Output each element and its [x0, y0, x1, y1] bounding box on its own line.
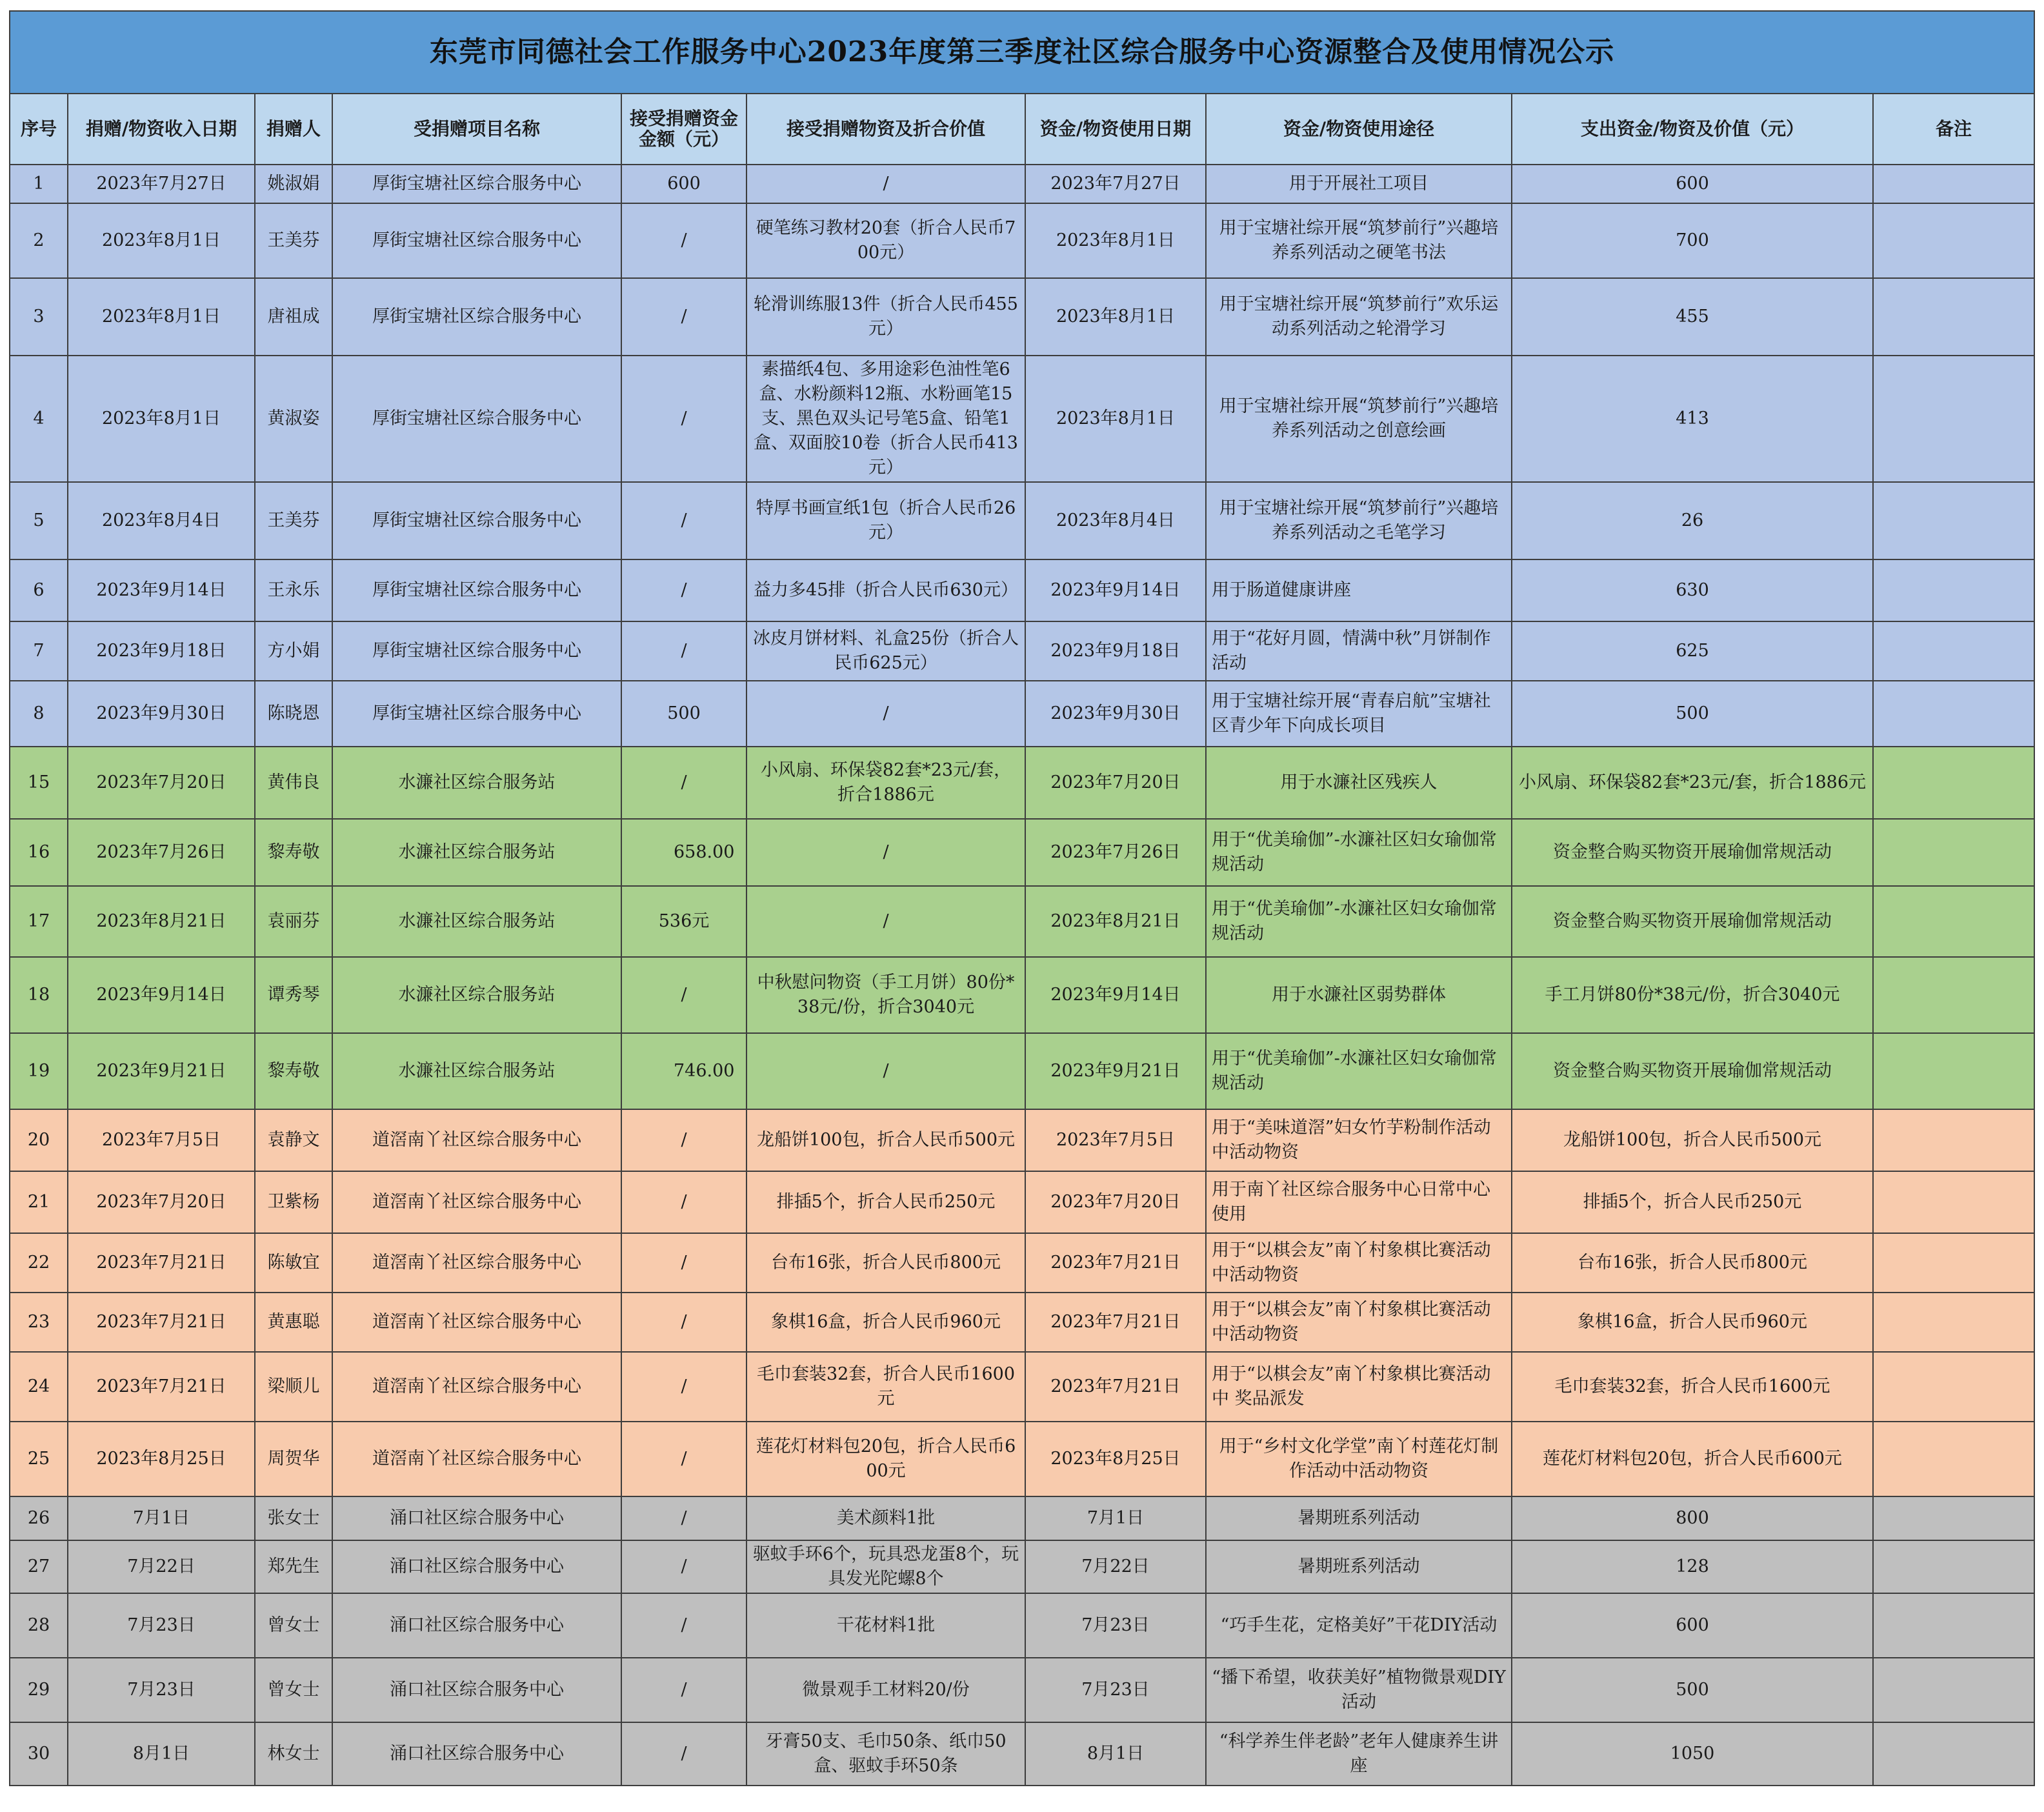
use-date-cell: 2023年7月21日	[1025, 1293, 1206, 1352]
use-purpose-cell: 用于“以棋会友”南丫村象棋比赛活动中 奖品派发	[1206, 1352, 1512, 1422]
use-purpose-cell: 用于“以棋会友”南丫村象棋比赛活动中活动物资	[1206, 1233, 1512, 1293]
table-row	[10, 1722, 2034, 1786]
donation-amount-cell: /	[621, 1496, 746, 1540]
remark-cell	[1873, 1722, 2034, 1786]
income-date-cell: 2023年7月21日	[68, 1352, 255, 1422]
donation-amount-cell: /	[621, 1658, 746, 1722]
use-date-cell: 2023年8月21日	[1025, 886, 1206, 957]
table-row	[10, 559, 2034, 621]
spend-value-cell: 500	[1512, 1658, 1873, 1722]
donor-name-cell: 陈晓恩	[255, 681, 332, 747]
row-number-cell: 25	[10, 1422, 68, 1496]
table-row	[10, 165, 2034, 203]
donor-name-cell: 方小娟	[255, 621, 332, 681]
donated-goods-cell: 冰皮月饼材料、礼盒25份（折合人民币625元）	[746, 621, 1025, 681]
project-name-cell: 厚街宝塘社区综合服务中心	[332, 278, 621, 356]
income-date-cell: 2023年7月27日	[68, 165, 255, 203]
project-name-cell: 涌口社区综合服务中心	[332, 1658, 621, 1722]
use-purpose-cell: 用于“优美瑜伽”-水濂社区妇女瑜伽常规活动	[1206, 1033, 1512, 1109]
row-number-cell: 2	[10, 203, 68, 278]
donated-goods-cell: 莲花灯材料包20包，折合人民币600元	[746, 1422, 1025, 1496]
col-header-no: 序号	[10, 94, 68, 165]
col-header-project: 受捐赠项目名称	[332, 94, 621, 165]
row-number-cell: 29	[10, 1658, 68, 1722]
donor-name-cell: 黄伟良	[255, 747, 332, 819]
donation-table	[9, 10, 2035, 1786]
spend-value-cell: 500	[1512, 681, 1873, 747]
remark-cell	[1873, 819, 2034, 886]
table-row	[10, 1496, 2034, 1540]
donor-name-cell: 张女士	[255, 1496, 332, 1540]
table-row	[10, 1033, 2034, 1109]
row-number-cell: 27	[10, 1540, 68, 1593]
use-date-cell: 2023年8月1日	[1025, 356, 1206, 482]
donor-name-cell: 王永乐	[255, 559, 332, 621]
donor-name-cell: 卫紫杨	[255, 1171, 332, 1233]
project-name-cell: 厚街宝塘社区综合服务中心	[332, 203, 621, 278]
income-date-cell: 2023年8月21日	[68, 886, 255, 957]
project-name-cell: 厚街宝塘社区综合服务中心	[332, 621, 621, 681]
donated-goods-cell: /	[746, 819, 1025, 886]
donation-amount-cell: 600	[621, 165, 746, 203]
donation-amount-cell: /	[621, 278, 746, 356]
donor-name-cell: 姚淑娟	[255, 165, 332, 203]
use-purpose-cell: 用于“乡村文化学堂”南丫村莲花灯制作活动中活动物资	[1206, 1422, 1512, 1496]
donor-name-cell: 王美芬	[255, 203, 332, 278]
project-name-cell: 道滘南丫社区综合服务中心	[332, 1233, 621, 1293]
donated-goods-cell: /	[746, 1033, 1025, 1109]
donation-amount-cell: /	[621, 1171, 746, 1233]
use-purpose-cell: 用于开展社工项目	[1206, 165, 1512, 203]
spend-value-cell: 630	[1512, 559, 1873, 621]
use-date-cell: 2023年8月1日	[1025, 203, 1206, 278]
donor-name-cell: 袁静文	[255, 1109, 332, 1171]
spend-value-cell: 625	[1512, 621, 1873, 681]
row-number-cell: 5	[10, 482, 68, 559]
donated-goods-cell: 驱蚊手环6个，玩具恐龙蛋8个，玩具发光陀螺8个	[746, 1540, 1025, 1593]
donor-name-cell: 谭秀琴	[255, 957, 332, 1033]
use-purpose-cell: 用于水濂社区弱势群体	[1206, 957, 1512, 1033]
donation-amount-cell: 536元	[621, 886, 746, 957]
income-date-cell: 2023年7月20日	[68, 1171, 255, 1233]
use-date-cell: 7月1日	[1025, 1496, 1206, 1540]
use-date-cell: 2023年7月26日	[1025, 819, 1206, 886]
project-name-cell: 厚街宝塘社区综合服务中心	[332, 356, 621, 482]
donation-amount-cell: /	[621, 1422, 746, 1496]
donated-goods-cell: /	[746, 886, 1025, 957]
use-purpose-cell: 用于宝塘社综开展“筑梦前行”兴趣培养系列活动之创意绘画	[1206, 356, 1512, 482]
donated-goods-cell: 美术颜料1批	[746, 1496, 1025, 1540]
use-purpose-cell: 用于“美味道滘”妇女竹芋粉制作活动中活动物资	[1206, 1109, 1512, 1171]
use-date-cell: 8月1日	[1025, 1722, 1206, 1786]
row-number-cell: 15	[10, 747, 68, 819]
donation-amount-cell: /	[621, 203, 746, 278]
remark-cell	[1873, 356, 2034, 482]
table-row	[10, 886, 2034, 957]
spend-value-cell: 排插5个，折合人民币250元	[1512, 1171, 1873, 1233]
col-header-donor: 捐赠人	[255, 94, 332, 165]
table-row	[10, 356, 2034, 482]
income-date-cell: 2023年7月21日	[68, 1293, 255, 1352]
income-date-cell: 2023年8月1日	[68, 203, 255, 278]
table-row	[10, 482, 2034, 559]
project-name-cell: 涌口社区综合服务中心	[332, 1722, 621, 1786]
use-date-cell: 7月23日	[1025, 1658, 1206, 1722]
donated-goods-cell: 小风扇、环保袋82套*23元/套，折合1886元	[746, 747, 1025, 819]
donation-amount-cell: /	[621, 747, 746, 819]
table-row	[10, 1293, 2034, 1352]
use-date-cell: 7月23日	[1025, 1593, 1206, 1658]
use-date-cell: 7月22日	[1025, 1540, 1206, 1593]
remark-cell	[1873, 482, 2034, 559]
donated-goods-cell: 象棋16盒，折合人民币960元	[746, 1293, 1025, 1352]
table-body	[10, 165, 2034, 1786]
use-date-cell: 2023年7月27日	[1025, 165, 1206, 203]
donation-amount-cell: /	[621, 1352, 746, 1422]
remark-cell	[1873, 1593, 2034, 1658]
donation-amount-cell: /	[621, 621, 746, 681]
use-purpose-cell: “科学养生伴老龄”老年人健康养生讲座	[1206, 1722, 1512, 1786]
use-date-cell: 2023年9月30日	[1025, 681, 1206, 747]
income-date-cell: 2023年7月5日	[68, 1109, 255, 1171]
table-row	[10, 203, 2034, 278]
income-date-cell: 2023年8月4日	[68, 482, 255, 559]
use-purpose-cell: 用于肠道健康讲座	[1206, 559, 1512, 621]
income-date-cell: 7月1日	[68, 1496, 255, 1540]
table-row	[10, 1171, 2034, 1233]
table-row	[10, 1233, 2034, 1293]
donor-name-cell: 周贺华	[255, 1422, 332, 1496]
remark-cell	[1873, 1352, 2034, 1422]
income-date-cell: 2023年9月14日	[68, 559, 255, 621]
donation-amount-cell: /	[621, 1233, 746, 1293]
use-purpose-cell: 用于宝塘社综开展“筑梦前行”欢乐运动系列活动之轮滑学习	[1206, 278, 1512, 356]
remark-cell	[1873, 1109, 2034, 1171]
use-purpose-cell: 用于宝塘社综开展“筑梦前行”兴趣培养系列活动之毛笔学习	[1206, 482, 1512, 559]
donated-goods-cell: 中秋慰问物资（手工月饼）80份*38元/份，折合3040元	[746, 957, 1025, 1033]
donation-amount-cell: /	[621, 1293, 746, 1352]
project-name-cell: 涌口社区综合服务中心	[332, 1496, 621, 1540]
remark-cell	[1873, 621, 2034, 681]
spend-value-cell: 600	[1512, 1593, 1873, 1658]
title-row	[10, 11, 2034, 94]
use-purpose-cell: 用于南丫社区综合服务中心日常中心使用	[1206, 1171, 1512, 1233]
row-number-cell: 18	[10, 957, 68, 1033]
donation-amount-cell: /	[621, 559, 746, 621]
use-date-cell: 2023年9月14日	[1025, 559, 1206, 621]
donation-amount-cell: /	[621, 482, 746, 559]
remark-cell	[1873, 681, 2034, 747]
donor-name-cell: 曾女士	[255, 1593, 332, 1658]
donation-amount-cell: 500	[621, 681, 746, 747]
use-date-cell: 2023年8月1日	[1025, 278, 1206, 356]
donor-name-cell: 梁顺儿	[255, 1352, 332, 1422]
donor-name-cell: 黄惠聪	[255, 1293, 332, 1352]
donation-amount-cell: /	[621, 1722, 746, 1786]
donated-goods-cell: 素描纸4包、多用途彩色油性笔6盒、水粉颜料12瓶、水粉画笔15支、黑色双头记号笔5盒、铅笔1盒、双面胶10卷（折合人民币413元）	[746, 356, 1025, 482]
table-row	[10, 747, 2034, 819]
project-name-cell: 水濂社区综合服务站	[332, 819, 621, 886]
row-number-cell: 7	[10, 621, 68, 681]
remark-cell	[1873, 278, 2034, 356]
project-name-cell: 水濂社区综合服务站	[332, 1033, 621, 1109]
table-row	[10, 1658, 2034, 1722]
income-date-cell: 2023年7月20日	[68, 747, 255, 819]
donation-amount-cell: /	[621, 1593, 746, 1658]
row-number-cell: 22	[10, 1233, 68, 1293]
use-purpose-cell: “巧手生花，定格美好”干花DIY活动	[1206, 1593, 1512, 1658]
donor-name-cell: 林女士	[255, 1722, 332, 1786]
remark-cell	[1873, 886, 2034, 957]
use-date-cell: 2023年9月14日	[1025, 957, 1206, 1033]
table-row	[10, 1352, 2034, 1422]
donor-name-cell: 黄淑姿	[255, 356, 332, 482]
use-date-cell: 2023年8月4日	[1025, 482, 1206, 559]
donor-name-cell: 黎寿敬	[255, 1033, 332, 1109]
project-name-cell: 厚街宝塘社区综合服务中心	[332, 165, 621, 203]
income-date-cell: 2023年8月25日	[68, 1422, 255, 1496]
remark-cell	[1873, 1233, 2034, 1293]
use-purpose-cell: 用于“优美瑜伽”-水濂社区妇女瑜伽常规活动	[1206, 819, 1512, 886]
row-number-cell: 19	[10, 1033, 68, 1109]
row-number-cell: 21	[10, 1171, 68, 1233]
table-row	[10, 621, 2034, 681]
table-row	[10, 957, 2034, 1033]
project-name-cell: 厚街宝塘社区综合服务中心	[332, 681, 621, 747]
donated-goods-cell: 排插5个，折合人民币250元	[746, 1171, 1025, 1233]
row-number-cell: 24	[10, 1352, 68, 1422]
page-title: 东莞市同德社会工作服务中心2023年度第三季度社区综合服务中心资源整合及使用情况公示	[10, 11, 2034, 94]
row-number-cell: 6	[10, 559, 68, 621]
row-number-cell: 23	[10, 1293, 68, 1352]
donated-goods-cell: /	[746, 681, 1025, 747]
donated-goods-cell: 益力多45排（折合人民币630元）	[746, 559, 1025, 621]
spend-value-cell: 1050	[1512, 1722, 1873, 1786]
spend-value-cell: 资金整合购买物资开展瑜伽常规活动	[1512, 886, 1873, 957]
row-number-cell: 4	[10, 356, 68, 482]
project-name-cell: 水濂社区综合服务站	[332, 747, 621, 819]
remark-cell	[1873, 957, 2034, 1033]
remark-cell	[1873, 1171, 2034, 1233]
income-date-cell: 7月22日	[68, 1540, 255, 1593]
project-name-cell: 涌口社区综合服务中心	[332, 1540, 621, 1593]
row-number-cell: 26	[10, 1496, 68, 1540]
col-header-goods: 接受捐赠物资及折合价值	[746, 94, 1025, 165]
donated-goods-cell: 轮滑训练服13件（折合人民币455元）	[746, 278, 1025, 356]
col-header-spend: 支出资金/物资及价值（元）	[1512, 94, 1873, 165]
donation-amount-cell: /	[621, 1540, 746, 1593]
spend-value-cell: 700	[1512, 203, 1873, 278]
row-number-cell: 20	[10, 1109, 68, 1171]
income-date-cell: 7月23日	[68, 1658, 255, 1722]
use-purpose-cell: 用于水濂社区残疾人	[1206, 747, 1512, 819]
use-purpose-cell: 用于宝塘社综开展“筑梦前行”兴趣培养系列活动之硬笔书法	[1206, 203, 1512, 278]
table-row	[10, 1540, 2034, 1593]
use-date-cell: 2023年7月20日	[1025, 747, 1206, 819]
use-purpose-cell: “播下希望，收获美好”植物微景观DIY活动	[1206, 1658, 1512, 1722]
header-row	[10, 94, 2034, 165]
project-name-cell: 水濂社区综合服务站	[332, 957, 621, 1033]
remark-cell	[1873, 1422, 2034, 1496]
table-row	[10, 681, 2034, 747]
donor-name-cell: 曾女士	[255, 1658, 332, 1722]
income-date-cell: 2023年8月1日	[68, 356, 255, 482]
income-date-cell: 7月23日	[68, 1593, 255, 1658]
spend-value-cell: 800	[1512, 1496, 1873, 1540]
donated-goods-cell: 微景观手工材料20/份	[746, 1658, 1025, 1722]
donor-name-cell: 郑先生	[255, 1540, 332, 1593]
donated-goods-cell: 牙膏50支、毛巾50条、纸巾50盒、驱蚊手环50条	[746, 1722, 1025, 1786]
donated-goods-cell: 毛巾套装32套，折合人民币1600元	[746, 1352, 1025, 1422]
income-date-cell: 2023年7月21日	[68, 1233, 255, 1293]
remark-cell	[1873, 559, 2034, 621]
remark-cell	[1873, 1293, 2034, 1352]
spend-value-cell: 资金整合购买物资开展瑜伽常规活动	[1512, 1033, 1873, 1109]
remark-cell	[1873, 747, 2034, 819]
use-purpose-cell: 用于“优美瑜伽”-水濂社区妇女瑜伽常规活动	[1206, 886, 1512, 957]
table-row	[10, 819, 2034, 886]
project-name-cell: 厚街宝塘社区综合服务中心	[332, 482, 621, 559]
donated-goods-cell: 特厚书画宣纸1包（折合人民币26元）	[746, 482, 1025, 559]
row-number-cell: 30	[10, 1722, 68, 1786]
remark-cell	[1873, 1540, 2034, 1593]
remark-cell	[1873, 165, 2034, 203]
income-date-cell: 8月1日	[68, 1722, 255, 1786]
col-header-note: 备注	[1873, 94, 2034, 165]
use-date-cell: 2023年7月21日	[1025, 1352, 1206, 1422]
remark-cell	[1873, 1496, 2034, 1540]
spend-value-cell: 455	[1512, 278, 1873, 356]
project-name-cell: 道滘南丫社区综合服务中心	[332, 1171, 621, 1233]
donated-goods-cell: 龙船饼100包，折合人民币500元	[746, 1109, 1025, 1171]
donation-amount-cell: /	[621, 356, 746, 482]
row-number-cell: 16	[10, 819, 68, 886]
donated-goods-cell: 台布16张，折合人民币800元	[746, 1233, 1025, 1293]
spend-value-cell: 莲花灯材料包20包，折合人民币600元	[1512, 1422, 1873, 1496]
donated-goods-cell: 干花材料1批	[746, 1593, 1025, 1658]
spend-value-cell: 413	[1512, 356, 1873, 482]
income-date-cell: 2023年8月1日	[68, 278, 255, 356]
donated-goods-cell: /	[746, 165, 1025, 203]
spend-value-cell: 小风扇、环保袋82套*23元/套，折合1886元	[1512, 747, 1873, 819]
table-row	[10, 1109, 2034, 1171]
income-date-cell: 2023年9月30日	[68, 681, 255, 747]
col-header-use: 资金/物资使用途径	[1206, 94, 1512, 165]
row-number-cell: 1	[10, 165, 68, 203]
remark-cell	[1873, 1658, 2034, 1722]
use-purpose-cell: 用于“以棋会友”南丫村象棋比赛活动中活动物资	[1206, 1293, 1512, 1352]
project-name-cell: 水濂社区综合服务站	[332, 886, 621, 957]
donation-amount-cell: 658.00	[621, 819, 746, 886]
donor-name-cell: 黎寿敬	[255, 819, 332, 886]
donor-name-cell: 袁丽芬	[255, 886, 332, 957]
project-name-cell: 道滘南丫社区综合服务中心	[332, 1109, 621, 1171]
use-date-cell: 2023年9月18日	[1025, 621, 1206, 681]
spend-value-cell: 手工月饼80份*38元/份，折合3040元	[1512, 957, 1873, 1033]
project-name-cell: 道滘南丫社区综合服务中心	[332, 1293, 621, 1352]
use-purpose-cell: 暑期班系列活动	[1206, 1496, 1512, 1540]
donated-goods-cell: 硬笔练习教材20套（折合人民币700元）	[746, 203, 1025, 278]
row-number-cell: 8	[10, 681, 68, 747]
col-header-use-date: 资金/物资使用日期	[1025, 94, 1206, 165]
table-row	[10, 278, 2034, 356]
donor-name-cell: 王美芬	[255, 482, 332, 559]
spend-value-cell: 26	[1512, 482, 1873, 559]
spend-value-cell: 龙船饼100包，折合人民币500元	[1512, 1109, 1873, 1171]
table-row	[10, 1593, 2034, 1658]
spend-value-cell: 600	[1512, 165, 1873, 203]
col-header-amount: 接受捐赠资金金额（元）	[621, 94, 746, 165]
spend-value-cell: 台布16张，折合人民币800元	[1512, 1233, 1873, 1293]
donor-name-cell: 陈敏宜	[255, 1233, 332, 1293]
income-date-cell: 2023年9月18日	[68, 621, 255, 681]
remark-cell	[1873, 203, 2034, 278]
project-name-cell: 道滘南丫社区综合服务中心	[332, 1352, 621, 1422]
use-date-cell: 2023年7月20日	[1025, 1171, 1206, 1233]
row-number-cell: 28	[10, 1593, 68, 1658]
remark-cell	[1873, 1033, 2034, 1109]
use-date-cell: 2023年7月21日	[1025, 1233, 1206, 1293]
income-date-cell: 2023年9月14日	[68, 957, 255, 1033]
donation-amount-cell: /	[621, 957, 746, 1033]
project-name-cell: 道滘南丫社区综合服务中心	[332, 1422, 621, 1496]
spend-value-cell: 象棋16盒，折合人民币960元	[1512, 1293, 1873, 1352]
donation-amount-cell: 746.00	[621, 1033, 746, 1109]
donor-name-cell: 唐祖成	[255, 278, 332, 356]
use-date-cell: 2023年7月5日	[1025, 1109, 1206, 1171]
spend-value-cell: 128	[1512, 1540, 1873, 1593]
row-number-cell: 17	[10, 886, 68, 957]
row-number-cell: 3	[10, 278, 68, 356]
use-purpose-cell: 用于“花好月圆，情满中秋”月饼制作活动	[1206, 621, 1512, 681]
use-date-cell: 2023年8月25日	[1025, 1422, 1206, 1496]
col-header-date: 捐赠/物资收入日期	[68, 94, 255, 165]
use-purpose-cell: 暑期班系列活动	[1206, 1540, 1512, 1593]
use-purpose-cell: 用于宝塘社综开展“青春启航”宝塘社区青少年下向成长项目	[1206, 681, 1512, 747]
use-date-cell: 2023年9月21日	[1025, 1033, 1206, 1109]
donation-amount-cell: /	[621, 1109, 746, 1171]
project-name-cell: 涌口社区综合服务中心	[332, 1593, 621, 1658]
spend-value-cell: 资金整合购买物资开展瑜伽常规活动	[1512, 819, 1873, 886]
spend-value-cell: 毛巾套装32套，折合人民币1600元	[1512, 1352, 1873, 1422]
project-name-cell: 厚街宝塘社区综合服务中心	[332, 559, 621, 621]
table-row	[10, 1422, 2034, 1496]
income-date-cell: 2023年9月21日	[68, 1033, 255, 1109]
income-date-cell: 2023年7月26日	[68, 819, 255, 886]
